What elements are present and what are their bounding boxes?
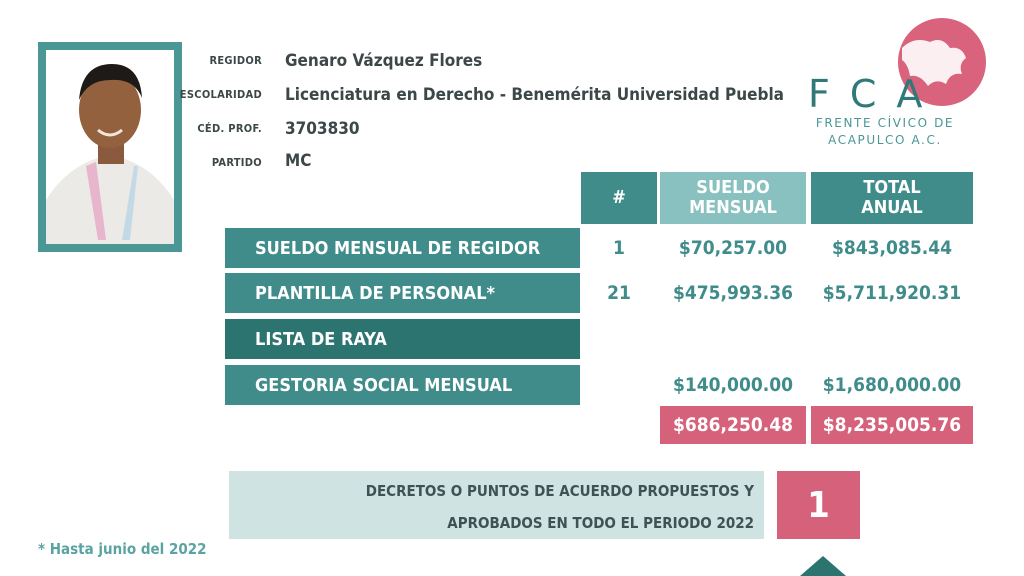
header-annual bbox=[811, 172, 973, 224]
header-annual-line2: ANUAL bbox=[861, 197, 923, 218]
triangle-pointer-icon bbox=[800, 556, 846, 576]
header-monthly-line2: MENSUAL bbox=[689, 197, 777, 218]
row-annual-plantilla: $5,711,920.31 bbox=[822, 282, 962, 304]
header-annual-line1: TOTAL bbox=[863, 177, 921, 198]
partido-label: PARTIDO bbox=[211, 156, 262, 169]
regidor-label: REGIDOR bbox=[209, 54, 262, 67]
decretos-line2: APROBADOS EN TODO EL PERIODO 2022 bbox=[447, 514, 754, 532]
header-number: # bbox=[581, 172, 657, 224]
regidor-photo bbox=[46, 50, 174, 244]
header-monthly bbox=[660, 172, 806, 224]
decretos-count: 1 bbox=[777, 471, 860, 539]
row-label-plantilla: PLANTILLA DE PERSONAL* bbox=[225, 273, 580, 313]
header-monthly-line1: SUELDO bbox=[696, 177, 770, 198]
row-monthly-sueldo: $70,257.00 bbox=[678, 237, 788, 259]
total-monthly: $686,250.48 bbox=[660, 406, 806, 444]
row-num-sueldo: 1 bbox=[613, 237, 625, 259]
escolaridad-label: ESCOLARIDAD bbox=[179, 88, 262, 101]
total-annual: $8,235,005.76 bbox=[811, 406, 973, 444]
decretos-line1: DECRETOS O PUNTOS DE ACUERDO PROPUESTOS Y bbox=[365, 482, 754, 500]
row-annual-sueldo: $843,085.44 bbox=[831, 237, 953, 259]
logo-line2: ACAPULCO A.C. bbox=[828, 133, 942, 147]
row-label-sueldo: SUELDO MENSUAL DE REGIDOR bbox=[225, 228, 580, 268]
decretos-box bbox=[229, 471, 764, 539]
row-annual-gestoria: $1,680,000.00 bbox=[822, 374, 962, 396]
escolaridad-value: Licenciatura en Derecho - Benemérita Universidad Puebla bbox=[285, 85, 785, 105]
cedula-value: 3703830 bbox=[285, 119, 360, 139]
footnote: * Hasta junio del 2022 bbox=[38, 540, 207, 558]
cedula-label: CÉD. PROF. bbox=[197, 122, 262, 135]
row-label-lista-raya: LISTA DE RAYA bbox=[225, 319, 580, 359]
logo-line1: FRENTE CÍVICO DE bbox=[815, 116, 955, 130]
logo-letters: FCA bbox=[808, 72, 943, 116]
row-label-gestoria: GESTORIA SOCIAL MENSUAL bbox=[225, 365, 580, 405]
regidor-value: Genaro Vázquez Flores bbox=[285, 51, 483, 71]
partido-value: MC bbox=[285, 151, 312, 171]
row-num-plantilla: 21 bbox=[607, 282, 631, 304]
row-monthly-gestoria: $140,000.00 bbox=[672, 374, 794, 396]
fca-logo bbox=[790, 14, 1000, 154]
row-monthly-plantilla: $475,993.36 bbox=[672, 282, 794, 304]
